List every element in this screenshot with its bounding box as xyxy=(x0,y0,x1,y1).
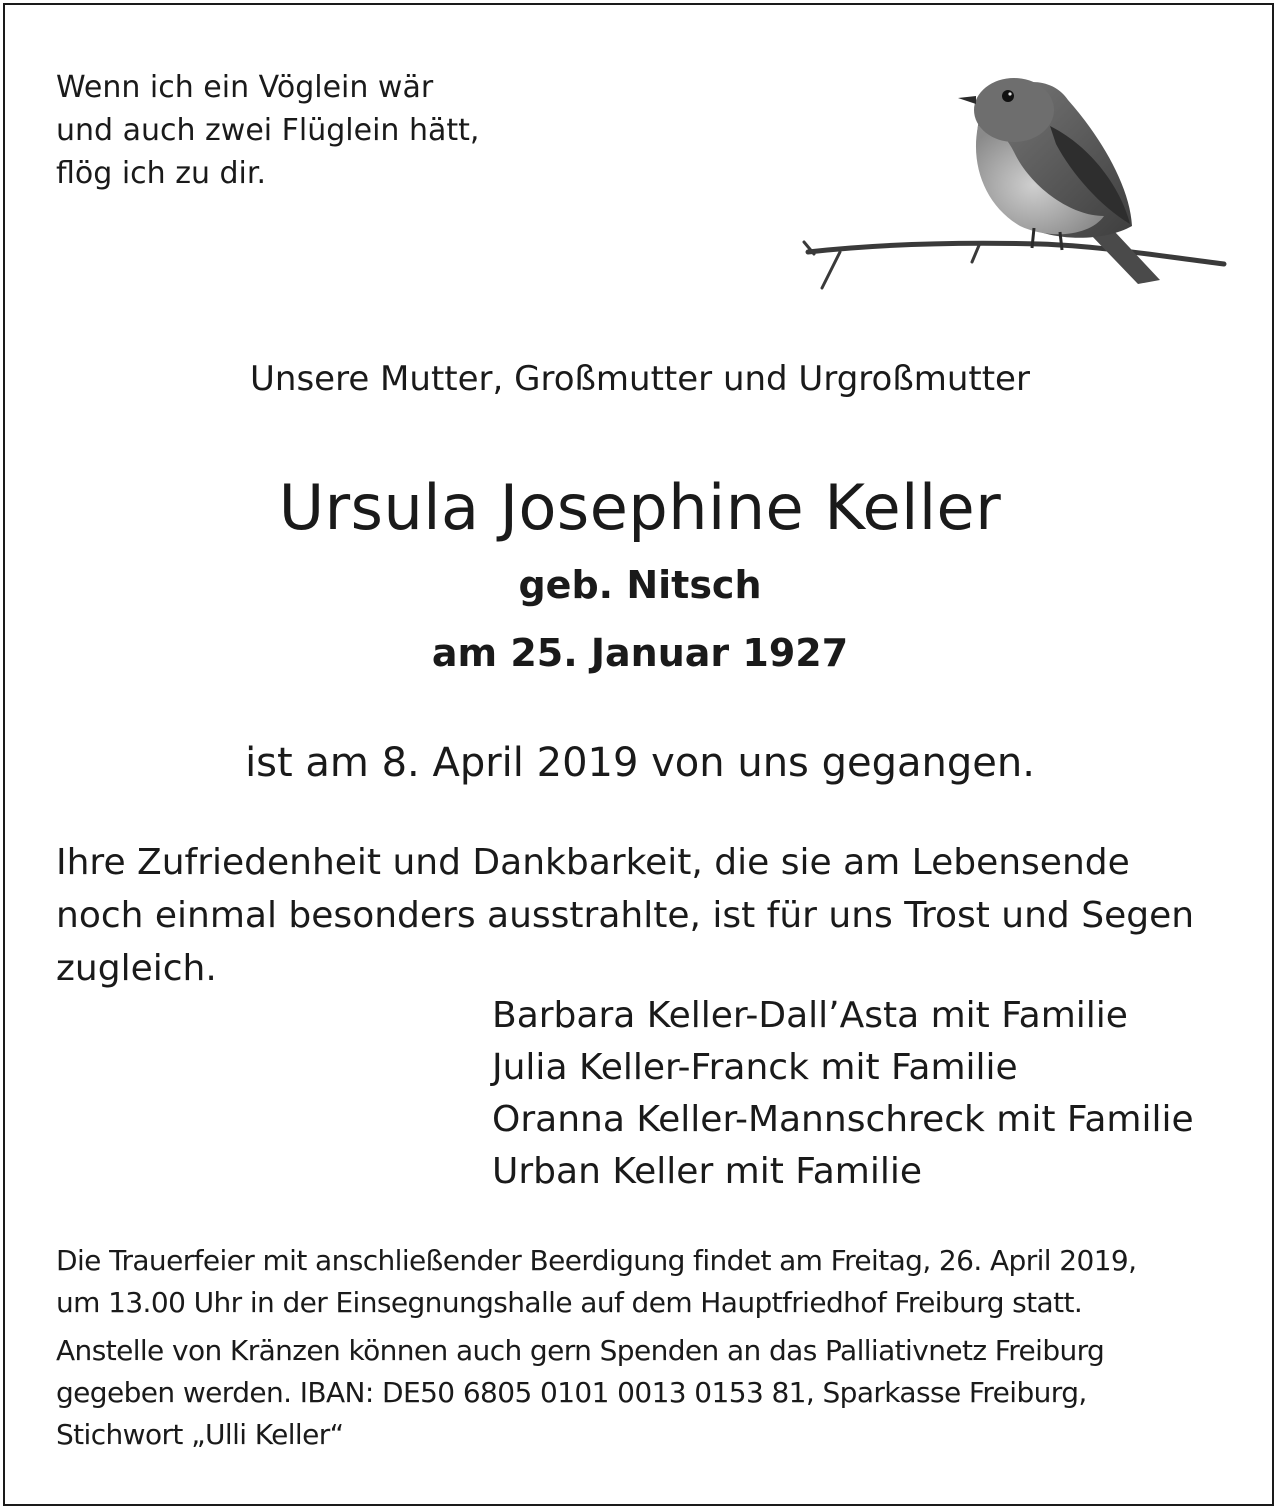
tribute-line: noch einmal besonders ausstrahlte, ist für uns Trost und Segen xyxy=(56,895,1195,936)
poem-line: Wenn ich ein Vöglein wär xyxy=(56,70,434,105)
mourner-item: Julia Keller-Franck mit Familie xyxy=(492,1047,1018,1088)
funeral-notice-line: um 13.00 Uhr in der Einsegnungshalle auf dem Hauptfriedhof Freiburg statt. xyxy=(56,1286,1083,1319)
relation-line: Unsere Mutter, Großmutter und Urgroßmutter xyxy=(250,359,1030,399)
poem-line: flög ich zu dir. xyxy=(56,156,266,191)
tribute-line: Ihre Zufriedenheit und Dankbarkeit, die sie am Lebensende xyxy=(56,842,1130,883)
poem xyxy=(56,66,479,195)
donation-notice-line: Stichwort „Ulli Keller“ xyxy=(56,1418,344,1451)
donation-notice-line: Anstelle von Kränzen können auch gern Spenden an das Palliativnetz Freiburg xyxy=(56,1334,1105,1367)
mourner-item: Urban Keller mit Familie xyxy=(492,1151,922,1192)
birth-date: am 25. Januar 1927 xyxy=(431,631,849,675)
donation-notice xyxy=(56,1330,1236,1456)
mourners-list xyxy=(492,990,1194,1198)
mourner-item: Barbara Keller-Dall’Asta mit Familie xyxy=(492,995,1128,1036)
death-line: ist am 8. April 2019 von uns gegangen. xyxy=(245,740,1035,786)
birth-name: geb. Nitsch xyxy=(518,563,762,607)
tribute-line: zugleich. xyxy=(56,948,217,989)
mourner-item: Oranna Keller-Mannschreck mit Familie xyxy=(492,1099,1194,1140)
deceased-name: Ursula Josephine Keller xyxy=(278,471,1002,544)
funeral-notice xyxy=(56,1240,1236,1324)
poem-line: und auch zwei Flüglein hätt, xyxy=(56,113,480,148)
donation-notice-line: gegeben werden. IBAN: DE50 6805 0101 0013 0153 81, Sparkasse Freiburg, xyxy=(56,1376,1087,1409)
robin-on-branch-icon xyxy=(800,66,1230,298)
funeral-notice-line: Die Trauerfeier mit anschließender Beerdigung findet am Freitag, 26. April 2019, xyxy=(56,1244,1137,1277)
tribute-paragraph xyxy=(56,836,1236,995)
